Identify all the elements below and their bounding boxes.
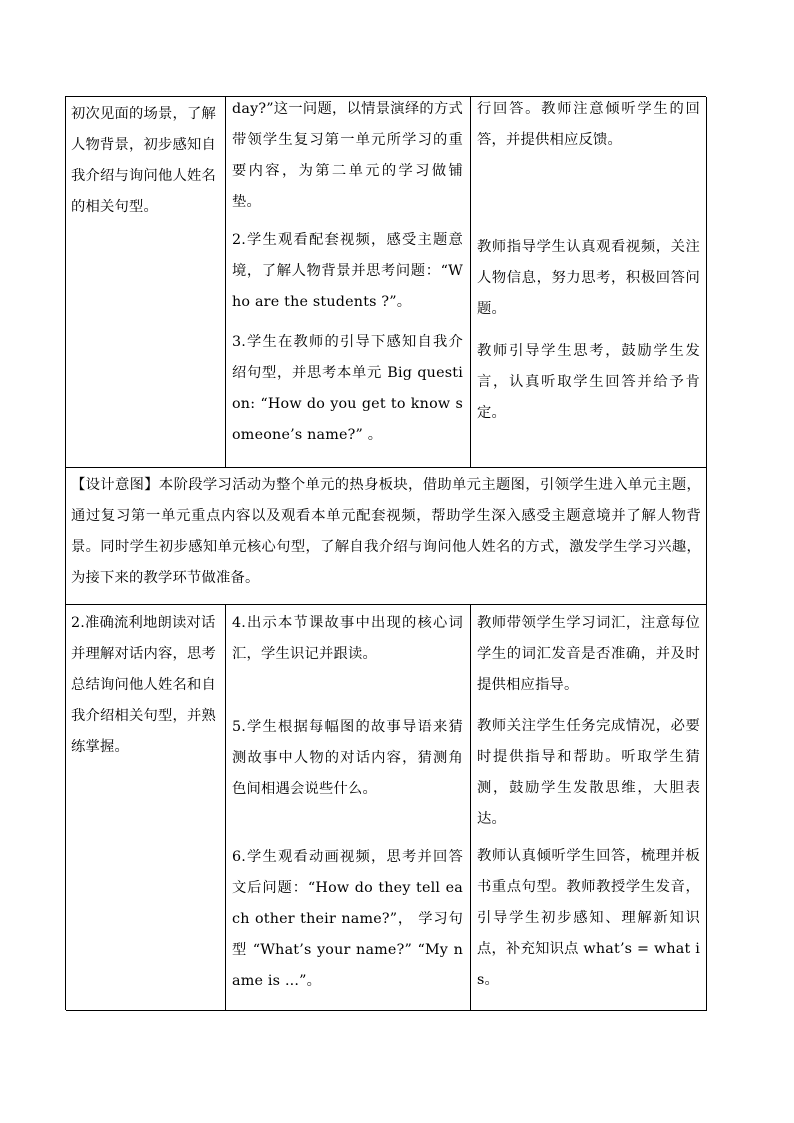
- row1-student-activity-cell: [226, 97, 471, 468]
- row3-teacher-activity-p3: 教师认真倾听学生回答，梳理并板书重点句型。教师教授学生发音， 引导学生初步感知、理解新知识点，补充知识点 what’s = what is。: [477, 848, 700, 988]
- row3-objective-text: 2.准确流利地朗读对话并理解对话内容，思考总结询问他人姓名和自我介绍相关句型，并熟练掌握。: [71, 615, 216, 755]
- row3-student-activity-p5: 5.学生根据每幅图的故事导语来猜测故事中人物的对话内容，猜测角色间相遇会说些什么。: [232, 719, 463, 797]
- row3-student-activity-cell: [226, 605, 471, 1011]
- row1-objective-cell: [66, 97, 226, 468]
- row1-teacher-activity-p2: 教师指导学生认真观看视频，关注人物信息，努力思考，积极回答问题。: [477, 239, 700, 317]
- row3-teacher-activity-p1: 教师带领学生学习词汇，注意每位学生的词汇发音是否准确，并及时提供相应指导。: [477, 615, 700, 693]
- row1-teacher-activity-p3: 教师引导学生思考，鼓励学生发言，认真听取学生回答并给予肯定。: [477, 343, 700, 421]
- design-intent-cell: [66, 468, 707, 605]
- row3-objective-cell: [66, 605, 226, 1011]
- row1-objective-text: 初次见面的场景，了解人物背景，初步感知自我介绍与询问他人姓名的相关句型。: [71, 106, 216, 215]
- design-intent-text: 【设计意图】本阶段学习活动为整个单元的热身板块，借助单元主题图，引领学生进入单元主题，通过复习第一单元重点内容以及观看本单元配套视频，帮助学生深入感受主题意境并了解人物背景。同时学生初步感知单元核心句型，了解自我介绍与询问他人姓名的方式，激发学生学习兴趣，为接下来的教学环节做准备。: [71, 477, 701, 586]
- row1-teacher-activity-p1: 行回答。教师注意倾听学生的回答，并提供相应反馈。: [477, 101, 700, 148]
- row3-teacher-activity-p2: 教师关注学生任务完成情况，必要时提供指导和帮助。听取学生猜测，鼓励学生发散思维，大胆表达。: [477, 718, 700, 827]
- row1-student-activity-p1: day?”这一问题，以情景演绎的方式带领学生复习第一单元所学习的重要内容，为第二单元的学习做铺垫。: [232, 101, 463, 210]
- lesson-plan-table: [65, 96, 706, 1010]
- row1-teacher-activity-cell: [471, 97, 707, 468]
- row1-student-activity-p2: 2.学生观看配套视频，感受主题意境，了解人物背景并思考问题：“Who are the students ?”。: [232, 232, 463, 310]
- row3-teacher-activity-cell: [471, 605, 707, 1011]
- row3-student-activity-p4: 4.出示本节课故事中出现的核心词汇，学生识记并跟读。: [232, 615, 463, 662]
- row1-student-activity-p3: 3.学生在教师的引导下感知自我介绍句型，并思考本单元 Big question: “How do you get to know someone’s name?” 。: [232, 334, 463, 443]
- row3-student-activity-p6: 6.学生观看动画视频，思考并回答文后问题：“How do they tell each other their name?”， 学习句型 “What’s your name?” “My name is ...”。: [232, 849, 463, 989]
